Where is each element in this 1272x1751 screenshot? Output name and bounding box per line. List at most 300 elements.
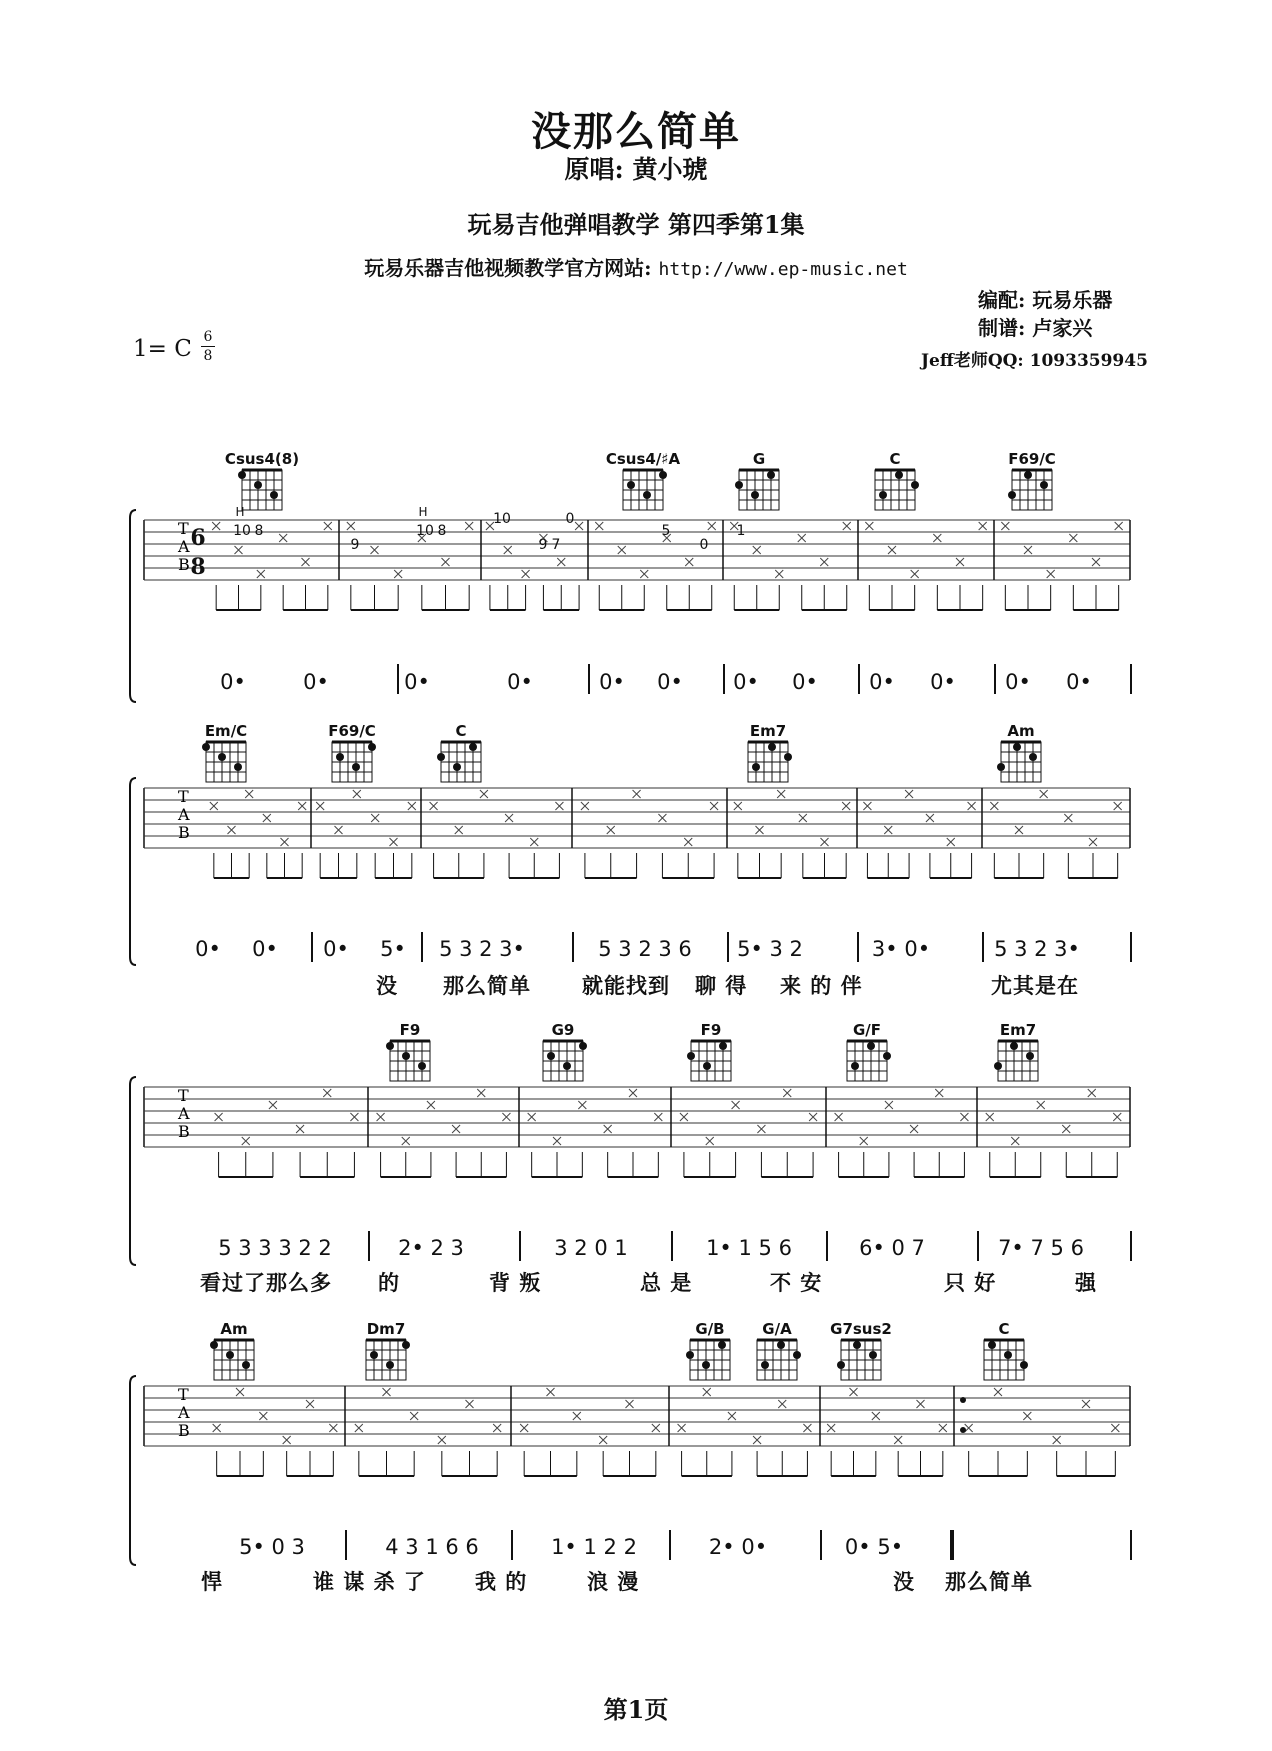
- x-notehead: [827, 1424, 835, 1432]
- x-notehead: [1064, 814, 1072, 822]
- x-notehead: [245, 790, 253, 798]
- original-singer: 原唱: 黄小琥: [564, 155, 708, 184]
- lyric: 悍: [201, 1569, 223, 1594]
- tab-clef-letter: A: [178, 1403, 190, 1422]
- chord-name: Am: [1007, 722, 1035, 740]
- chord-name: Am: [220, 1320, 248, 1338]
- x-notehead: [502, 1113, 510, 1121]
- x-notehead: [575, 522, 583, 530]
- barline: [671, 1231, 673, 1261]
- barline: [727, 932, 729, 962]
- chord-finger-dot: [469, 743, 477, 751]
- x-notehead: [905, 790, 913, 798]
- notation-note: 5 3 3 3 2 2: [218, 1236, 332, 1260]
- x-notehead: [242, 1137, 250, 1145]
- contact-qq: Jeff老师QQ: 1093359945: [921, 351, 1148, 371]
- x-notehead: [728, 1412, 736, 1420]
- x-notehead: [599, 1436, 607, 1444]
- notation-note: 4 3 1 6 6: [385, 1535, 479, 1559]
- chord-name: Em7: [999, 1021, 1037, 1039]
- chord-finger-dot: [702, 1361, 710, 1369]
- chord-finger-dot: [994, 1062, 1002, 1070]
- x-notehead: [799, 814, 807, 822]
- chord-finger-dot: [1008, 491, 1016, 499]
- x-notehead: [547, 1388, 555, 1396]
- repeat-barline: [950, 1530, 954, 1560]
- chord-finger-dot: [1026, 1052, 1034, 1060]
- x-notehead: [408, 802, 416, 810]
- x-notehead: [350, 1113, 358, 1121]
- x-notehead: [465, 522, 473, 530]
- x-notehead: [783, 1089, 791, 1097]
- x-notehead: [640, 570, 648, 578]
- notation-note: 0•: [657, 670, 683, 694]
- tab-clef-letter: T: [178, 787, 189, 806]
- x-notehead: [850, 1388, 858, 1396]
- chord-name: F9: [700, 1021, 722, 1039]
- x-notehead: [803, 1424, 811, 1432]
- x-notehead: [757, 1125, 765, 1133]
- x-notehead: [257, 570, 265, 578]
- lyric: 那么简单: [945, 1569, 1033, 1594]
- system-bracket: [130, 510, 136, 702]
- chord-finger-dot: [270, 491, 278, 499]
- tab-clef-letter: T: [178, 519, 189, 538]
- x-notehead: [466, 1400, 474, 1408]
- chord-finger-dot: [853, 1341, 861, 1349]
- notation-note: 0•: [404, 670, 430, 694]
- x-notehead: [926, 814, 934, 822]
- chord-finger-dot: [784, 753, 792, 761]
- chord-finger-dot: [234, 763, 242, 771]
- x-notehead: [1092, 558, 1100, 566]
- system-bracket: [130, 1376, 136, 1565]
- chord-name: F69/C: [328, 722, 376, 740]
- chord-finger-dot: [851, 1062, 859, 1070]
- x-notehead: [652, 1424, 660, 1432]
- x-notehead: [1062, 1125, 1070, 1133]
- notation-note: 0•: [252, 937, 278, 961]
- x-notehead: [979, 522, 987, 530]
- x-notehead: [279, 534, 287, 542]
- x-notehead: [604, 1125, 612, 1133]
- chord-finger-dot: [402, 1341, 410, 1349]
- chord-finger-dot: [777, 1341, 785, 1349]
- x-notehead: [377, 1113, 385, 1121]
- x-notehead: [520, 1424, 528, 1432]
- chord-finger-dot: [437, 753, 445, 761]
- song-title: 没那么简单: [531, 108, 741, 155]
- tab-fret-number: 1: [736, 523, 746, 539]
- notation-note: 0•: [323, 937, 349, 961]
- barline: [397, 664, 399, 694]
- x-notehead: [427, 1101, 435, 1109]
- chord-finger-dot: [1013, 743, 1021, 751]
- chord-finger-dot: [418, 1062, 426, 1070]
- chord-finger-dot: [687, 1052, 695, 1060]
- x-notehead: [296, 1125, 304, 1133]
- x-notehead: [1115, 522, 1123, 530]
- chord-finger-dot: [368, 743, 376, 751]
- chord-finger-dot: [793, 1351, 801, 1359]
- tab-fret-number: 8: [254, 523, 264, 539]
- barline: [1130, 932, 1132, 962]
- x-notehead: [595, 522, 603, 530]
- notation-note: 5• 0 3: [239, 1535, 305, 1559]
- lyric: 看过了那么多: [200, 1270, 332, 1295]
- lyric: 背 叛: [489, 1270, 542, 1295]
- notation-note: 0•: [507, 670, 533, 694]
- tab-fret-number: 9: [538, 537, 548, 553]
- x-notehead: [269, 1101, 277, 1109]
- x-notehead: [678, 1424, 686, 1432]
- barline: [820, 1530, 822, 1560]
- notation-note: 5 3 2 3 6: [598, 937, 692, 961]
- chord-finger-dot: [563, 1062, 571, 1070]
- tab-fret-number: 5: [661, 523, 671, 539]
- x-notehead: [210, 802, 218, 810]
- tab-time-numerator: 6: [190, 525, 206, 551]
- repeat-dot: [960, 1397, 966, 1403]
- chord-finger-dot: [751, 491, 759, 499]
- chord-finger-dot: [718, 1341, 726, 1349]
- chord-finger-dot: [1024, 471, 1032, 479]
- tab-fret-number: 10: [233, 523, 251, 539]
- barline: [572, 932, 574, 962]
- barline: [421, 932, 423, 962]
- chord-name: G/A: [762, 1320, 792, 1338]
- tab-clef-letter: A: [178, 1104, 190, 1123]
- x-notehead: [863, 802, 871, 810]
- x-notehead: [607, 826, 615, 834]
- notation-note: 0•: [599, 670, 625, 694]
- barline: [826, 1231, 828, 1261]
- x-notehead: [917, 1400, 925, 1408]
- x-notehead: [281, 838, 289, 846]
- x-notehead: [477, 1089, 485, 1097]
- notation-note: 5 3 2 3•: [439, 937, 525, 961]
- x-notehead: [994, 1388, 1002, 1396]
- tab-fret-number: 10: [416, 523, 434, 539]
- chord-finger-dot: [883, 1052, 891, 1060]
- x-notehead: [753, 1436, 761, 1444]
- notation-note: 3• 0•: [871, 937, 931, 961]
- notation-note: 5 3 2 3•: [994, 937, 1080, 961]
- x-notehead: [212, 522, 220, 530]
- x-notehead: [626, 1400, 634, 1408]
- chord-finger-dot: [218, 753, 226, 761]
- barline: [723, 664, 725, 694]
- lyric: 强: [1075, 1270, 1097, 1295]
- tab-fret-number: 0: [565, 511, 575, 527]
- x-notehead: [684, 838, 692, 846]
- tab-technique-label: H: [418, 505, 428, 519]
- x-notehead: [935, 1089, 943, 1097]
- x-notehead: [324, 522, 332, 530]
- x-notehead: [939, 1424, 947, 1432]
- lyric: 来 的 伴: [780, 973, 863, 998]
- x-notehead: [956, 558, 964, 566]
- barline: [994, 664, 996, 694]
- chord-finger-dot: [453, 763, 461, 771]
- chord-name: Em/C: [204, 722, 248, 740]
- x-notehead: [402, 1137, 410, 1145]
- chord-finger-dot: [988, 1341, 996, 1349]
- notation-note: 6• 0 7: [859, 1236, 925, 1260]
- x-notehead: [986, 1113, 994, 1121]
- x-notehead: [1088, 1089, 1096, 1097]
- x-notehead: [480, 790, 488, 798]
- chord-finger-dot: [238, 471, 246, 479]
- chord-finger-dot: [226, 1351, 234, 1359]
- chord-name: Dm7: [366, 1320, 406, 1338]
- tab-fret-number: 0: [699, 537, 709, 553]
- barline: [1130, 1530, 1132, 1560]
- x-notehead: [394, 570, 402, 578]
- x-notehead: [708, 522, 716, 530]
- x-notehead: [1111, 1424, 1119, 1432]
- x-notehead: [734, 802, 742, 810]
- x-notehead: [235, 546, 243, 554]
- x-notehead: [505, 814, 513, 822]
- chord-finger-dot: [867, 1042, 875, 1050]
- arranger-credit: 编配: 玩易乐器: [978, 288, 1113, 312]
- tab-technique-label: H: [235, 505, 245, 519]
- x-notehead: [860, 1137, 868, 1145]
- notation-note: 1• 1 5 6: [706, 1236, 792, 1260]
- chord-finger-dot: [767, 471, 775, 479]
- x-notehead: [947, 838, 955, 846]
- barline: [368, 1231, 370, 1261]
- chord-name: G/B: [695, 1320, 725, 1338]
- chord-name: Csus4(8): [224, 450, 300, 468]
- x-notehead: [960, 1113, 968, 1121]
- x-notehead: [353, 790, 361, 798]
- chord-name: G9: [551, 1021, 575, 1039]
- x-notehead: [703, 1388, 711, 1396]
- x-notehead: [347, 522, 355, 530]
- chord-finger-dot: [627, 481, 635, 489]
- x-notehead: [1089, 838, 1097, 846]
- chord-name: G/F: [852, 1021, 882, 1039]
- chord-finger-dot: [1010, 1042, 1018, 1050]
- chord-finger-dot: [1004, 1351, 1012, 1359]
- x-notehead: [1011, 1137, 1019, 1145]
- notation-note: 5• 3 2: [737, 937, 803, 961]
- notation-note: 0•: [1066, 670, 1092, 694]
- x-notehead: [263, 814, 271, 822]
- barline: [511, 1530, 513, 1560]
- x-notehead: [228, 826, 236, 834]
- x-notehead: [933, 534, 941, 542]
- chord-finger-dot: [254, 481, 262, 489]
- notation-note: 0•: [1005, 670, 1031, 694]
- x-notehead: [215, 1113, 223, 1121]
- x-notehead: [316, 802, 324, 810]
- x-notehead: [865, 522, 873, 530]
- x-notehead: [1024, 546, 1032, 554]
- x-notehead: [1053, 1436, 1061, 1444]
- x-notehead: [410, 1412, 418, 1420]
- chord-finger-dot: [659, 471, 667, 479]
- x-notehead: [493, 1424, 501, 1432]
- chord-finger-dot: [202, 743, 210, 751]
- x-notehead: [371, 546, 379, 554]
- tab-clef-letter: A: [178, 805, 190, 824]
- x-notehead: [888, 546, 896, 554]
- chord-finger-dot: [686, 1351, 694, 1359]
- x-notehead: [968, 802, 976, 810]
- tab-fret-number: 10: [493, 511, 511, 527]
- notation-note: 0•: [303, 670, 329, 694]
- x-notehead: [775, 570, 783, 578]
- chord-finger-dot: [895, 471, 903, 479]
- x-notehead: [820, 558, 828, 566]
- x-notehead: [658, 814, 666, 822]
- chord-finger-dot: [703, 1062, 711, 1070]
- barline: [311, 932, 313, 962]
- x-notehead: [843, 522, 851, 530]
- notation-note: 1• 1 2 2: [551, 1535, 637, 1559]
- chord-finger-dot: [242, 1361, 250, 1369]
- lyric: 我 的: [475, 1569, 528, 1594]
- chord-finger-dot: [1029, 753, 1037, 761]
- x-notehead: [438, 1436, 446, 1444]
- x-notehead: [573, 1412, 581, 1420]
- chord-finger-dot: [352, 763, 360, 771]
- barline: [857, 932, 859, 962]
- notation-note: 2• 0•: [708, 1535, 768, 1559]
- chord-name: C: [998, 1320, 1010, 1338]
- chord-name: G7sus2: [830, 1320, 892, 1338]
- x-notehead: [654, 1113, 662, 1121]
- x-notehead: [298, 802, 306, 810]
- chord-name: F69/C: [1008, 450, 1056, 468]
- chord-name: Csus4/♯A: [605, 450, 681, 468]
- tab-clef-letter: T: [178, 1086, 189, 1105]
- barline: [588, 664, 590, 694]
- x-notehead: [581, 802, 589, 810]
- x-notehead: [777, 790, 785, 798]
- chord-finger-dot: [547, 1052, 555, 1060]
- x-notehead: [283, 1436, 291, 1444]
- lyric: 只 好: [944, 1270, 997, 1295]
- barline: [977, 1231, 979, 1261]
- chord-finger-dot: [386, 1361, 394, 1369]
- x-notehead: [1001, 522, 1009, 530]
- barline: [519, 1231, 521, 1261]
- chord-finger-dot: [735, 481, 743, 489]
- x-notehead: [555, 802, 563, 810]
- x-notehead: [618, 546, 626, 554]
- chord-finger-dot: [1040, 481, 1048, 489]
- chord-finger-dot: [911, 481, 919, 489]
- time-signature-denominator: 8: [203, 348, 213, 364]
- chord-finger-dot: [386, 1042, 394, 1050]
- x-notehead: [1037, 1101, 1045, 1109]
- chord-finger-dot: [869, 1351, 877, 1359]
- x-notehead: [504, 546, 512, 554]
- x-notehead: [323, 1089, 331, 1097]
- website-url[interactable]: http://www.ep-music.net: [658, 259, 908, 280]
- x-notehead: [778, 1400, 786, 1408]
- notation-note: 3 2 0 1: [554, 1236, 628, 1260]
- x-notehead: [236, 1388, 244, 1396]
- page-number: 第1页: [603, 1695, 669, 1724]
- chord-name: C: [455, 722, 467, 740]
- chord-finger-dot: [768, 743, 776, 751]
- x-notehead: [1047, 570, 1055, 578]
- x-notehead: [1082, 1400, 1090, 1408]
- notation-note: 0•: [792, 670, 818, 694]
- x-notehead: [390, 838, 398, 846]
- x-notehead: [1040, 790, 1048, 798]
- x-notehead: [442, 558, 450, 566]
- tab-fret-number: 7: [551, 537, 561, 553]
- lyric: 就能找到: [582, 973, 670, 998]
- barline: [1130, 664, 1132, 694]
- x-notehead: [452, 1125, 460, 1133]
- chord-finger-dot: [370, 1351, 378, 1359]
- system-bracket: [130, 1077, 136, 1265]
- x-notehead: [798, 534, 806, 542]
- x-notehead: [455, 826, 463, 834]
- tab-clef-letter: A: [178, 537, 190, 556]
- x-notehead: [553, 1137, 561, 1145]
- chord-name: C: [889, 450, 901, 468]
- x-notehead: [706, 1137, 714, 1145]
- x-notehead: [821, 838, 829, 846]
- lyric: 总 是: [640, 1270, 693, 1295]
- lyric: 不 安: [770, 1270, 823, 1295]
- tab-time-denominator: 8: [190, 554, 206, 580]
- x-notehead: [1023, 1412, 1031, 1420]
- tab-clef-letter: B: [178, 1421, 190, 1440]
- website-label: 玩易乐器吉他视频教学官方网站:: [364, 256, 652, 280]
- chord-name: F9: [399, 1021, 421, 1039]
- notation-note: 0• 5•: [844, 1535, 904, 1559]
- barline: [669, 1530, 671, 1560]
- lyric: 谁 谋 杀 了: [313, 1569, 426, 1594]
- lyric: 浪 漫: [587, 1569, 640, 1594]
- chord-finger-dot: [643, 491, 651, 499]
- notation-note: 0•: [220, 670, 246, 694]
- x-notehead: [629, 1089, 637, 1097]
- x-notehead: [1114, 802, 1122, 810]
- tab-fret-number: 8: [437, 523, 447, 539]
- x-notehead: [633, 790, 641, 798]
- notation-note: 5•: [380, 937, 406, 961]
- lyric: 的: [378, 1270, 400, 1295]
- chord-name: Em7: [749, 722, 787, 740]
- x-notehead: [911, 570, 919, 578]
- notation-note: 7• 7 5 6: [998, 1236, 1084, 1260]
- x-notehead: [335, 826, 343, 834]
- x-notehead: [355, 1424, 363, 1432]
- notation-note: 2• 2 3: [398, 1236, 464, 1260]
- chord-finger-dot: [837, 1361, 845, 1369]
- chord-finger-dot: [752, 763, 760, 771]
- notation-note: 0•: [733, 670, 759, 694]
- x-notehead: [522, 570, 530, 578]
- chord-finger-dot: [336, 753, 344, 761]
- key-label: 1= C: [133, 336, 192, 362]
- chord-finger-dot: [761, 1361, 769, 1369]
- x-notehead: [1015, 826, 1023, 834]
- x-notehead: [732, 1101, 740, 1109]
- notation-note: 0•: [869, 670, 895, 694]
- tab-clef-letter: T: [178, 1385, 189, 1404]
